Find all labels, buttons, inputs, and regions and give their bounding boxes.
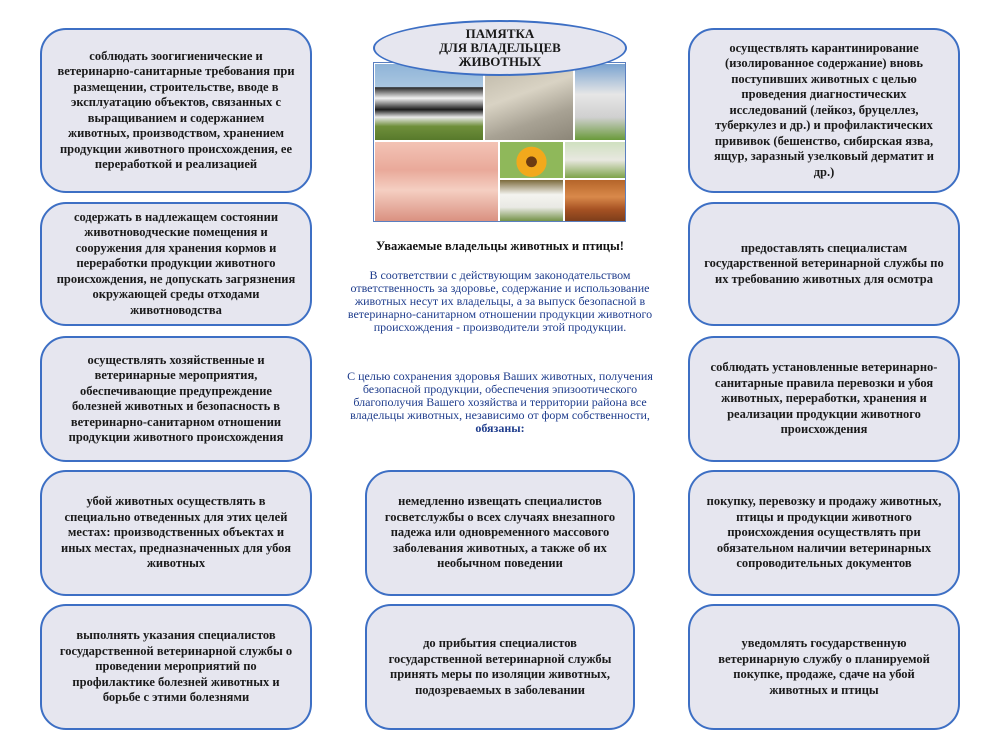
right-box-4: покупку, перевозку и продажу животных, птицы и продукции животного происхождения осуществлять при обязательном наличии ветеринарных сопроводительных документов [688,470,960,596]
obligation-paragraph [340,370,660,435]
greeting-heading: Уважаемые владельцы животных и птицы! [376,239,624,253]
intro-paragraph: В соответствии с действующим законодательством ответственность за здоровье, содержание и использование животных несут их владельцы, а за выпуск безопасной в ветеринарно-санитарном отношении продукции животного происхождения - производители этой продукции. [347,268,653,334]
bee-on-flower-photo [499,141,564,179]
page-title: ПАМЯТКА ДЛЯ ВЛАДЕЛЬЦЕВ ЖИВОТНЫХ [373,20,627,76]
chickens-photo [564,179,626,222]
obligation-word: обязаны: [475,421,525,435]
left-box-5: выполнять указания специалистов государственной ветеринарной службы о проведении мероприятий по профилактике болезней животных и борьбе с этими болезнями [40,604,312,730]
left-box-2: содержать в надлежащем состоянии животноводческие помещения и сооружения для хранения кормов и переработки продукции животного происхождения, не допускать загрязнения окружающей среды отходами животноводства [40,202,312,326]
left-box-4: убой животных осуществлять в специально отведенных для этих целей местах: производственных объектах и иных местах, предназначенных для убоя животных [40,470,312,596]
left-box-1: соблюдать зоогигиенические и ветеринарно-санитарные требования при размещении, строительстве, вводе в эксплуатацию объектов, связанных с выращиванием и содержанием животных, производством, хранением продукции животного происхождения, ее переработкой и реализацией [40,28,312,193]
center-box-2: до прибытия специалистов государственной ветеринарной службы принять меры по изоляции животных, подозреваемых в заболевании [365,604,635,730]
animal-photo-collage [373,62,626,222]
right-box-2: предоставлять специалистам государственной ветеринарной службы по их требованию животных для осмотра [688,202,960,326]
right-box-1: осуществлять карантинирование (изолированное содержание) вновь поступивших животных с целью проведения диагностических исследований (лейкоз, бруцеллез, туберкулез и др.) и профилактических прививок (бешенство, сибирская язва, ящур, заразный узелковый дерматит и др.) [688,28,960,193]
right-box-5: уведомлять государственную ветеринарную службу о планируемой покупке, продаже, сдаче на убой животных и птицы [688,604,960,730]
goats-photo [564,141,626,179]
right-box-3: соблюдать установленные ветеринарно-санитарные правила перевозки и убоя животных, переработки, хранения и реализации продукции животного происхождения [688,336,960,462]
pigs-photo [374,141,499,222]
goat-photo [574,63,626,141]
ducks-photo [499,179,564,222]
left-box-3: осуществлять хозяйственные и ветеринарные мероприятия, обеспечивающие предупреждение болезней животных и безопасность в ветеринарно-санитарном отношении продукции животного происхождения [40,336,312,462]
obligation-paragraph-text: С целью сохранения здоровья Ваших животных, получения безопасной продукции, обеспечения эпизоотического благополучия Вашего хозяйства и территории района все владельцы животных, независимо от форм собственности, [347,369,653,422]
center-box-1: немедленно извещать специалистов госветслужбы о всех случаях внезапного падежа или одновременного массового заболевания животных, а также об их необычном поведении [365,470,635,596]
